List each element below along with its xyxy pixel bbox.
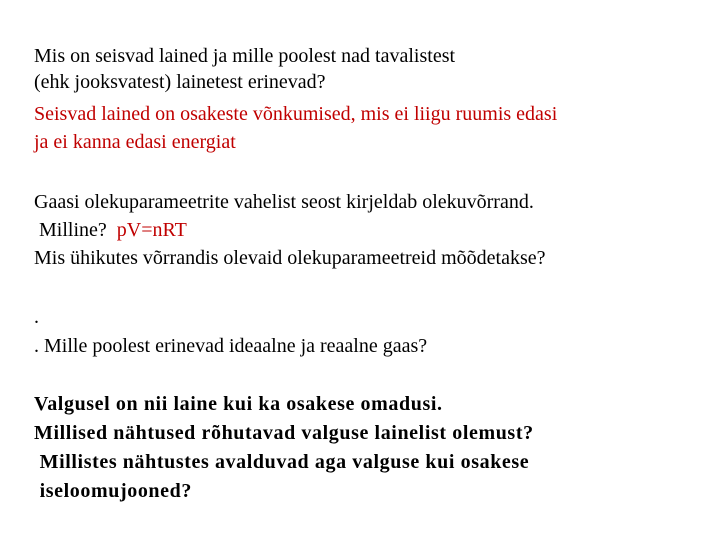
answer-standing-waves-line-2: ja ei kanna edasi energiat <box>34 131 236 153</box>
dot-line: . <box>34 306 39 328</box>
light-statement-line: Valgusel on nii laine kui ka osakese omadusi. <box>34 393 443 415</box>
question-standing-waves-line-2: (ehk jooksvatest) lainetest erinevad? <box>34 71 326 93</box>
answer-standing-waves-line-1: Seisvad lained on osakeste võnkumised, mis ei liigu ruumis edasi <box>34 103 558 125</box>
question-which-label: Milline? <box>34 219 117 241</box>
question-standing-waves-line-1: Mis on seisvad lained ja mille poolest nad tavalistest <box>34 45 456 67</box>
question-gas-equation-line-1: Gaasi olekuparameetrite vahelist seost kirjeldab olekuvõrrand. <box>34 191 534 213</box>
question-gas-equation-line-2 <box>34 217 187 243</box>
question-units-line: Mis ühikutes võrrandis olevaid olekuparameetreid mõõdetakse? <box>34 247 546 269</box>
light-particle-question-line-1: Millistes nähtustes avalduvad aga valguse kui osakese <box>34 451 530 473</box>
light-particle-question-line-2: iseloomujooned? <box>34 480 192 502</box>
light-wave-question: Millised nähtused rõhutavad valguse lainelist olemust? <box>34 422 534 444</box>
question-ideal-real-gas: . Mille poolest erinevad ideaalne ja reaalne gaas? <box>34 335 428 357</box>
answer-gas-equation: pV=nRT <box>116 219 187 241</box>
